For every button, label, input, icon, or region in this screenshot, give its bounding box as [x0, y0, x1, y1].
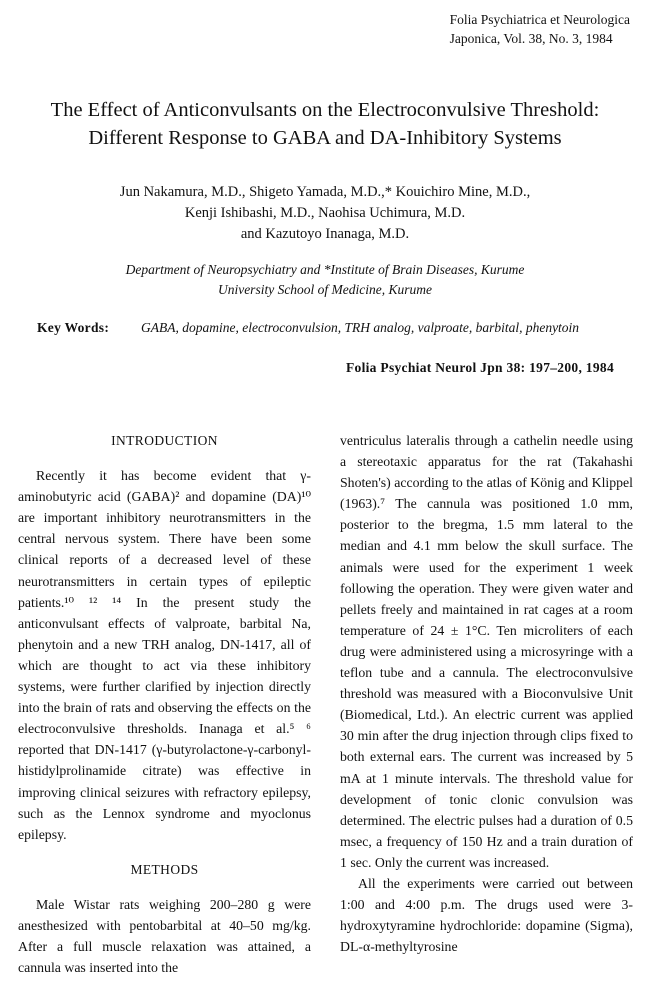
methods-paragraph-continued: ventriculus lateralis through a cathelin needle using a stereotaxic apparatus for the rat (Takahashi Shoten's) according to the atlas of König and Klippel (1963).⁷ The cannula was positioned 1.0 mm, posterior to the bregma, 1.5 mm lateral to the median and 4.1 mm below the skull surface. The animals were used for the experiment 1 week following the operation. They were given water and pellets freely and maintained in rat cages at a room temperature of 24 ± 1°C. Ten microliters of each drug were administered using a microsyringe with a teflon tube and a cannula. The electroconvulsive threshold was measured with a Bioconvulsive Unit (Biomedical, Ltd.). An electric current was applied 30 min after the drug injection through clips fixed to both external ears. The current was increased by 5 mA at 1 minute intervals. The threshold value for development of tonic clonic convulsion was determined. The electric pulses had a duration of 0.5 msec, a frequency of 150 Hz and a train duration of 1 sec. Only the current was increased. — [340, 433, 633, 870]
author-line: Jun Nakamura, M.D., Shigeto Yamada, M.D.,* Kouichiro Mine, M.D., — [119, 184, 531, 200]
author-line: and Kazutoyo Inanaga, M.D. — [240, 226, 410, 242]
affiliation — [0, 260, 650, 300]
left-column — [18, 430, 311, 978]
journal-volume: Japonica, Vol. 38, No. 3, 1984 — [449, 31, 613, 46]
citation: Folia Psychiat Neurol Jpn 38: 197–200, 1984 — [345, 360, 614, 375]
right-column — [340, 430, 633, 957]
keywords-text: GABA, dopamine, electroconvulsion, TRH analog, valproate, barbital, phenytoin — [141, 320, 580, 335]
introduction-heading: INTRODUCTION — [111, 433, 218, 448]
methods-paragraph: Male Wistar rats weighing 200–280 g were anesthesized with pentobarbital at 40–50 mg/kg. After a full muscle relaxation was attained, a cannula was inserted into the — [18, 896, 311, 976]
affiliation-line: Department of Neuropsychiatry and *Institute of Brain Diseases, Kurume — [125, 262, 525, 277]
journal-reference — [450, 10, 630, 48]
methods-paragraph-2: All the experiments were carried out between 1:00 and 4:00 p.m. The drugs used were 3-hydroxytyramine hydrochloride: dopamine (Sigma), DL-α-methyltyrosine — [340, 875, 633, 955]
affiliation-line: University School of Medicine, Kurume — [217, 282, 433, 297]
article-title — [0, 96, 650, 152]
article-title-line1: The Effect of Anticonvulsants on the Electroconvulsive Threshold: — [50, 99, 600, 121]
methods-heading: METHODS — [130, 861, 199, 877]
author-list — [0, 182, 650, 245]
author-line: Kenji Ishibashi, M.D., Naohisa Uchimura, M.D. — [184, 205, 466, 221]
journal-name: Folia Psychiatrica et Neurologica — [449, 12, 630, 27]
keywords-label: Key Words: — [37, 320, 110, 335]
article-title-line2: Different Response to GABA and DA-Inhibitory Systems — [88, 127, 562, 149]
introduction-paragraph: Recently it has become evident that γ-aminobutyric acid (GABA)² and dopamine (DA)¹⁰ are important inhibitory neurotransmitters in the central nervous system. There have been some clinical reports of a decreased level of these neurotransmitters in certain types of epileptic patients.¹⁰ ¹² ¹⁴ In the present study the anticonvulsant effects of valproate, barbital Na, phenytoin and a new TRH analog, DN-1417, all of which are thought to act via these inhibitory systems, were further clarified by injection directly into the brain of rats and observing the effects on the electroconvulsive thresholds. Inanaga et al.⁵ ⁶ reported that DN-1417 (γ-butyrolactone-γ-carbonyl-histidylprolinamide citrate) was effective in improving clinical seizures with refractory epilepsy, such as the Lennox syndrome and myoclonus epilepsy. — [18, 468, 311, 842]
keywords — [37, 318, 627, 338]
